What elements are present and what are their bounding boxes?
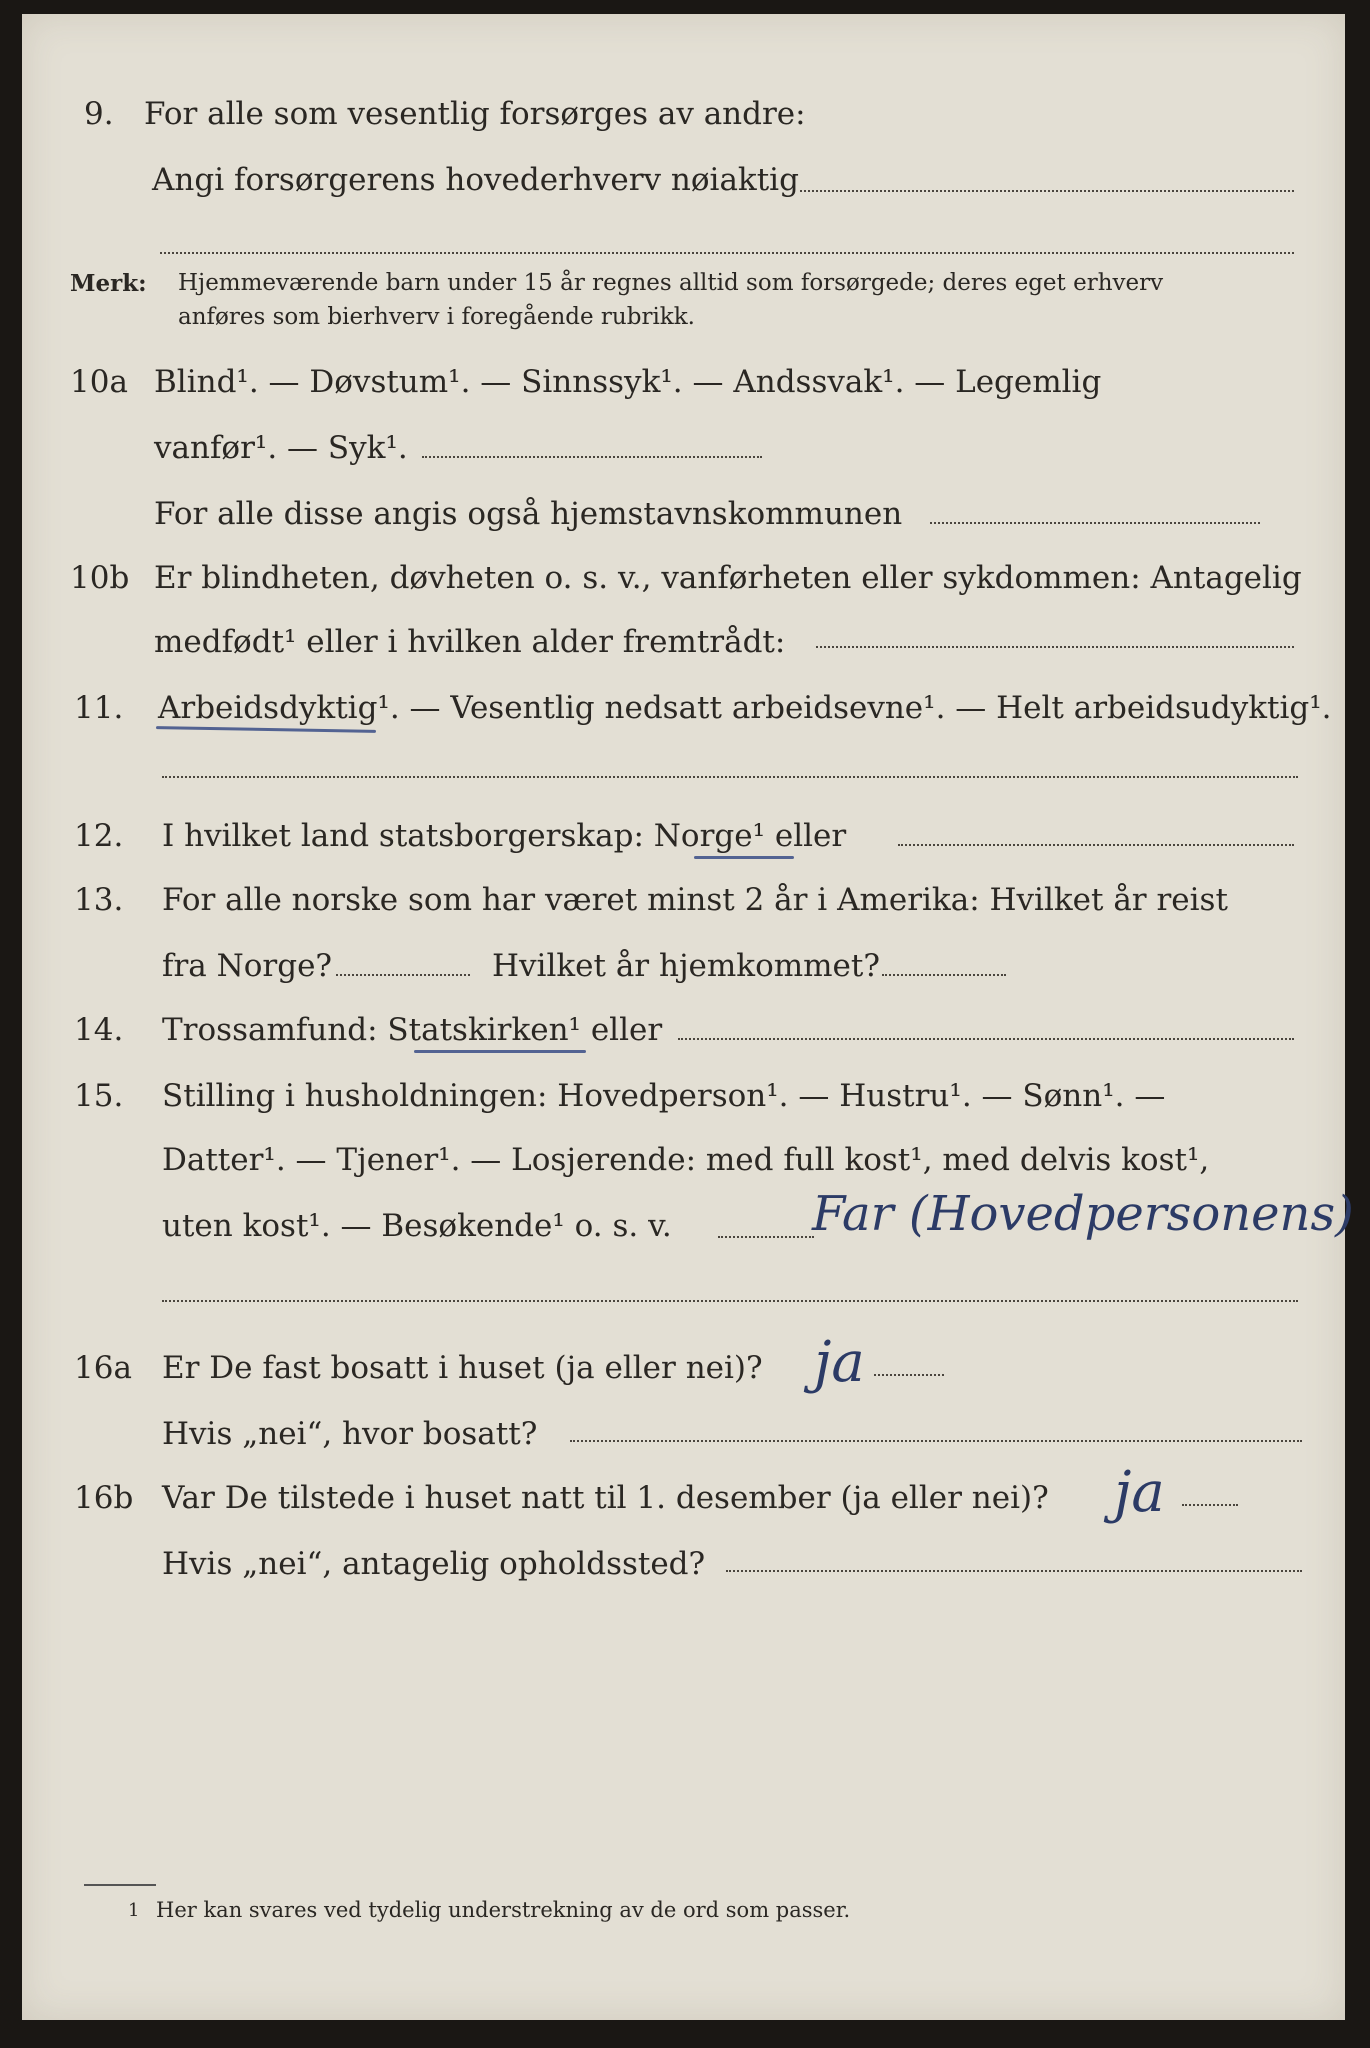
q12-line1: I hvilket land statsborgerskap: Norge¹ eller bbox=[162, 818, 847, 854]
q10b-line2: medfødt¹ eller i hvilken alder fremtrådt: bbox=[154, 624, 786, 660]
q9-answer-line-2 bbox=[160, 252, 1294, 254]
q10b-answer-line bbox=[816, 646, 1294, 648]
q15-answer-line-2 bbox=[162, 1300, 1298, 1302]
census-form-page bbox=[22, 14, 1354, 2020]
q16a-answer-line bbox=[874, 1374, 944, 1376]
q16b-line1: Var De tilstede i huset natt til 1. desember (ja eller nei)? bbox=[162, 1480, 1049, 1516]
q10a-line1: Blind¹. — Døvstum¹. — Sinnssyk¹. — Andssvak¹. — Legemlig bbox=[154, 364, 1102, 400]
q11-underline-arbeidsdyktig bbox=[156, 726, 376, 733]
q10a-hjemstavn-line bbox=[930, 522, 1260, 524]
q14-answer-line bbox=[678, 1038, 1294, 1040]
q9-answer-line bbox=[800, 190, 1294, 192]
q16b-answer-line bbox=[1182, 1504, 1238, 1506]
footnote-marker: 1 bbox=[128, 1900, 140, 1921]
q13-number: 13. bbox=[74, 882, 124, 918]
q16a-number: 16a bbox=[74, 1350, 132, 1386]
q10a-line3: For alle disse angis også hjemstavnskommunen bbox=[154, 496, 903, 532]
q15-handwritten-answer: Far (Hovedpersonens) bbox=[812, 1186, 1354, 1242]
footnote-text: Her kan svares ved tydelig understrekning av de ord som passer. bbox=[156, 1898, 851, 1922]
q16b-line2: Hvis „nei“, antagelig opholdssted? bbox=[162, 1546, 706, 1582]
q12-number: 12. bbox=[74, 818, 124, 854]
merk-label: Merk: bbox=[70, 270, 147, 297]
q16a-handwritten-answer: ja bbox=[814, 1330, 865, 1395]
q10a-answer-line bbox=[422, 456, 762, 458]
q11-answer-line bbox=[162, 776, 1298, 778]
q13-line1: For alle norske som har været minst 2 år i Amerika: Hvilket år reist bbox=[162, 882, 1228, 918]
footnote-rule bbox=[84, 1884, 156, 1886]
q10a-number: 10a bbox=[70, 364, 128, 400]
q16a-bosatt-line bbox=[570, 1440, 1302, 1442]
q16b-number: 16b bbox=[74, 1480, 134, 1516]
q11-number: 11. bbox=[74, 690, 124, 726]
q11-line1: Arbeidsdyktig¹. — Vesentlig nedsatt arbeidsevne¹. — Helt arbeidsudyktig¹. bbox=[158, 690, 1332, 726]
q13-hjemkommet-line bbox=[882, 974, 1006, 976]
q16b-handwritten-answer: ja bbox=[1114, 1460, 1165, 1525]
q13-line2b: Hvilket år hjemkommet? bbox=[492, 948, 880, 984]
q15-number: 15. bbox=[74, 1078, 124, 1114]
q12-answer-line bbox=[898, 844, 1294, 846]
merk-line2: anføres som bierhverv i foregående rubrikk. bbox=[178, 304, 695, 330]
q9-line1: For alle som vesentlig forsørges av andre: bbox=[144, 96, 806, 132]
q10a-line2: vanfør¹. — Syk¹. bbox=[154, 430, 408, 466]
q13-line2a: fra Norge? bbox=[162, 948, 333, 984]
q15-line1: Stilling i husholdningen: Hovedperson¹. — Hustru¹. — Sønn¹. — bbox=[162, 1078, 1166, 1114]
q14-number: 14. bbox=[74, 1012, 124, 1048]
q10b-number: 10b bbox=[70, 560, 130, 596]
q9-number: 9. bbox=[84, 96, 114, 132]
q10b-line1: Er blindheten, døvheten o. s. v., vanførheten eller sykdommen: Antagelig bbox=[154, 560, 1302, 596]
q15-answer-line bbox=[718, 1236, 814, 1238]
q14-line1: Trossamfund: Statskirken¹ eller bbox=[162, 1012, 663, 1048]
q15-line2: Datter¹. — Tjener¹. — Losjerende: med full kost¹, med delvis kost¹, bbox=[162, 1142, 1210, 1178]
q16a-line2: Hvis „nei“, hvor bosatt? bbox=[162, 1416, 538, 1452]
q12-underline-norge bbox=[694, 856, 794, 859]
q15-line3: uten kost¹. — Besøkende¹ o. s. v. bbox=[162, 1208, 672, 1244]
q16b-opholdssted-line bbox=[726, 1570, 1302, 1572]
q9-line2: Angi forsørgerens hovederhverv nøiaktig bbox=[152, 162, 799, 198]
q14-underline-statskirken bbox=[414, 1050, 586, 1053]
merk-line1: Hjemmeværende barn under 15 år regnes alltid som forsørgede; deres eget erhverv bbox=[178, 270, 1164, 296]
q16a-line1: Er De fast bosatt i huset (ja eller nei)? bbox=[162, 1350, 763, 1386]
q13-reist-line bbox=[336, 974, 470, 976]
